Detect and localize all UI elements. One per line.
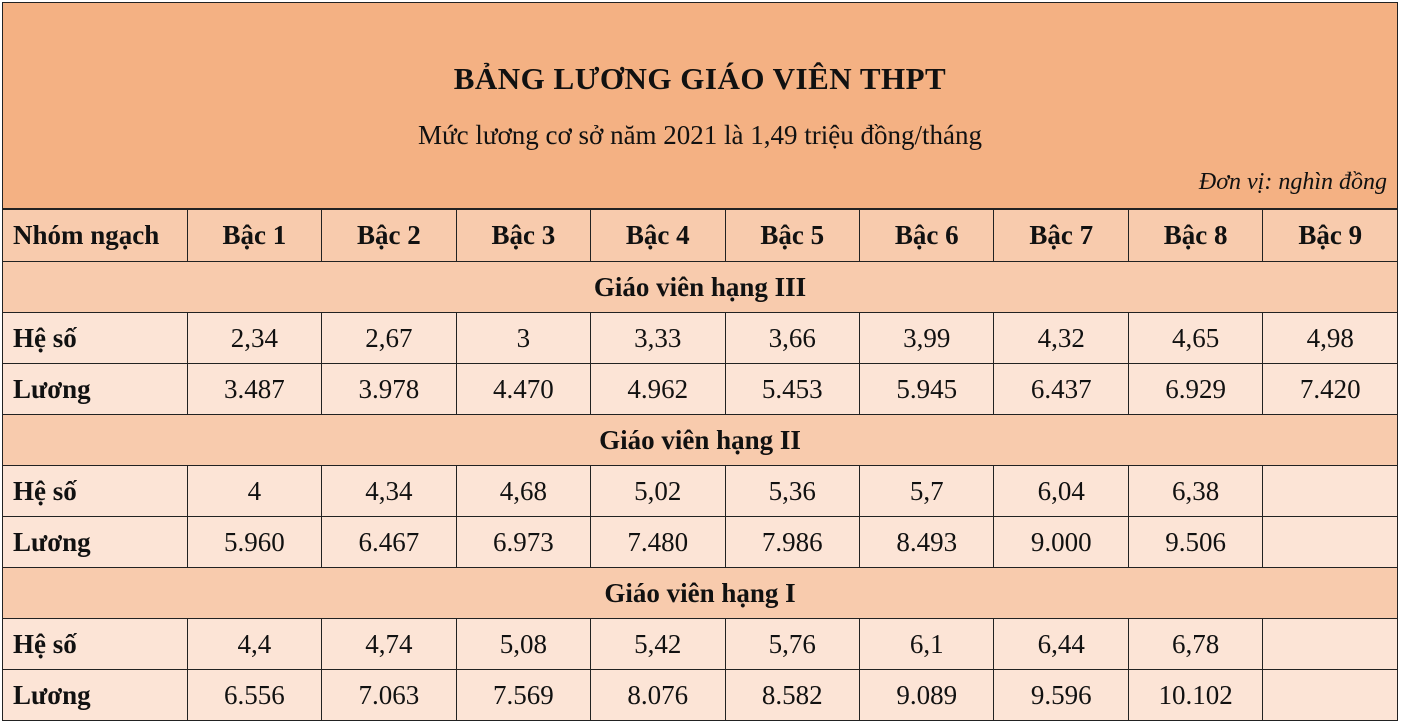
table-cell: 7.569 [456, 670, 590, 721]
table-cell: 5.945 [860, 364, 994, 415]
table-cell: 5,02 [591, 466, 725, 517]
table-cell: 4,34 [322, 466, 456, 517]
row-label: Lương [3, 670, 188, 721]
table-cell: 5.960 [187, 517, 321, 568]
table-cell: 4.962 [591, 364, 725, 415]
table-cell: 7.420 [1263, 364, 1398, 415]
column-header: Bậc 5 [725, 210, 859, 262]
table-cell: 5,76 [725, 619, 859, 670]
table-cell [1263, 517, 1398, 568]
table-cell: 6.929 [1128, 364, 1262, 415]
table-cell: 8.076 [591, 670, 725, 721]
table-cell: 9.000 [994, 517, 1128, 568]
group-row [3, 415, 1398, 466]
table-cell: 3.487 [187, 364, 321, 415]
table-cell: 8.582 [725, 670, 859, 721]
column-header: Bậc 6 [860, 210, 994, 262]
table-row [3, 466, 1398, 517]
table-cell [1263, 670, 1398, 721]
table-cell: 6,1 [860, 619, 994, 670]
page-subtitle: Mức lương cơ sở năm 2021 là 1,49 triệu đồng/tháng [417, 120, 983, 150]
table-cell: 5,36 [725, 466, 859, 517]
row-label: Hệ số [3, 466, 188, 517]
table-row [3, 364, 1398, 415]
table-cell: 4,68 [456, 466, 590, 517]
table-cell: 4,32 [994, 313, 1128, 364]
table-row [3, 619, 1398, 670]
table-cell: 7.063 [322, 670, 456, 721]
table-cell: 5,42 [591, 619, 725, 670]
table-cell: 5.453 [725, 364, 859, 415]
table-cell [1263, 466, 1398, 517]
table-cell: 4,98 [1263, 313, 1398, 364]
table-cell: 6.437 [994, 364, 1128, 415]
column-header: Bậc 9 [1263, 210, 1398, 262]
unit-note: Đơn vị: nghìn đồng [1198, 169, 1387, 195]
table-cell: 6,78 [1128, 619, 1262, 670]
table-cell: 2,34 [187, 313, 321, 364]
column-header: Bậc 7 [994, 210, 1128, 262]
table-cell: 5,08 [456, 619, 590, 670]
column-header: Nhóm ngạch [3, 210, 188, 262]
table-cell: 9.596 [994, 670, 1128, 721]
table-cell: 7.986 [725, 517, 859, 568]
table-cell [1263, 619, 1398, 670]
table-cell: 3.978 [322, 364, 456, 415]
table-cell: 10.102 [1128, 670, 1262, 721]
table-cell: 2,67 [322, 313, 456, 364]
table-row [3, 313, 1398, 364]
column-header: Bậc 4 [591, 210, 725, 262]
group-title: Giáo viên hạng III [3, 262, 1398, 313]
group-title: Giáo viên hạng II [3, 415, 1398, 466]
table-cell: 5,7 [860, 466, 994, 517]
table-cell: 3 [456, 313, 590, 364]
column-header: Bậc 1 [187, 210, 321, 262]
table-cell: 9.506 [1128, 517, 1262, 568]
table-cell: 4 [187, 466, 321, 517]
row-label: Lương [3, 517, 188, 568]
table-cell: 6,04 [994, 466, 1128, 517]
table-cell: 6.467 [322, 517, 456, 568]
salary-table [2, 209, 1398, 721]
table-header-banner [2, 2, 1398, 209]
group-title: Giáo viên hạng I [3, 568, 1398, 619]
table-cell: 3,99 [860, 313, 994, 364]
table-cell: 7.480 [591, 517, 725, 568]
table-cell: 4,74 [322, 619, 456, 670]
row-label: Lương [3, 364, 188, 415]
table-cell: 3,66 [725, 313, 859, 364]
table-cell: 9.089 [860, 670, 994, 721]
page-title: BẢNG LƯƠNG GIÁO VIÊN THPT [453, 61, 947, 96]
table-cell: 4.470 [456, 364, 590, 415]
row-label: Hệ số [3, 619, 188, 670]
group-row [3, 568, 1398, 619]
column-header: Bậc 8 [1128, 210, 1262, 262]
table-cell: 6.973 [456, 517, 590, 568]
column-header: Bậc 2 [322, 210, 456, 262]
column-header-row [3, 210, 1398, 262]
table-cell: 3,33 [591, 313, 725, 364]
row-label: Hệ số [3, 313, 188, 364]
table-row [3, 517, 1398, 568]
table-cell: 6,38 [1128, 466, 1262, 517]
table-row [3, 670, 1398, 721]
table-cell: 4,65 [1128, 313, 1262, 364]
table-cell: 6.556 [187, 670, 321, 721]
table-cell: 6,44 [994, 619, 1128, 670]
table-cell: 8.493 [860, 517, 994, 568]
column-header: Bậc 3 [456, 210, 590, 262]
group-row [3, 262, 1398, 313]
table-cell: 4,4 [187, 619, 321, 670]
